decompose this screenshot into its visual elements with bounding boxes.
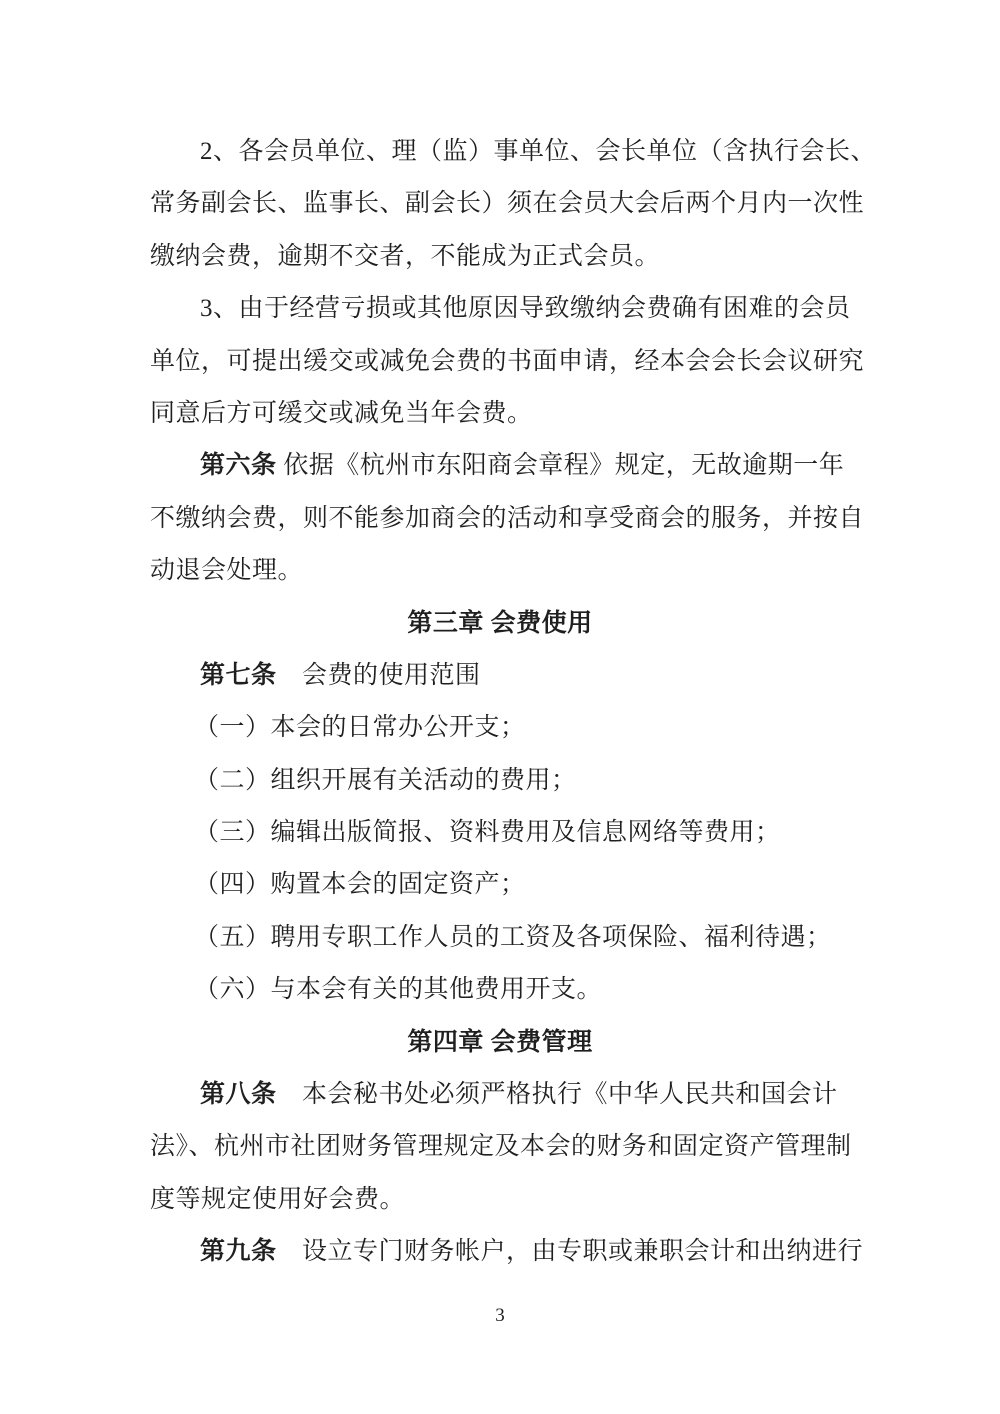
article-text: 会费的使用范围 xyxy=(276,661,481,689)
paragraph-line xyxy=(150,178,865,230)
list-item-line xyxy=(150,912,850,964)
paragraph-line xyxy=(150,231,850,283)
paragraph-text: 常务副会长、监事长、副会长）须在会员大会后两个月内一次性 xyxy=(150,190,865,218)
article-number: 第九条 xyxy=(200,1238,277,1266)
list-item-text: （六）与本会有关的其他费用开支。 xyxy=(194,976,603,1004)
article-8-lead-line xyxy=(150,1069,850,1121)
paragraph-text: 不缴纳会费，则不能参加商会的活动和享受商会的服务，并按自 xyxy=(150,504,865,532)
list-item-line xyxy=(150,755,850,807)
chapter-heading-text: 第三章 会费使用 xyxy=(407,609,593,637)
paragraph-text: 3、由于经营亏损或其他原因导致缴纳会费确有困难的会员 xyxy=(200,295,851,323)
list-item-text: （三）编辑出版简报、资料费用及信息网络等费用； xyxy=(194,819,781,847)
chapter-4-heading xyxy=(150,1017,850,1069)
article-number: 第六条 xyxy=(200,452,277,480)
article-number: 第七条 xyxy=(200,661,277,689)
article-text: 依据《杭州市东阳商会章程》规定，无故逾期一年 xyxy=(276,452,845,480)
paragraph-line xyxy=(150,493,865,545)
chapter-3-heading xyxy=(150,598,850,650)
paragraph-line xyxy=(150,283,850,335)
paragraph-text: 2、各会员单位、理（监）事单位、会长单位（含执行会长、 xyxy=(200,138,877,165)
list-item-line xyxy=(150,702,850,754)
article-number: 第八条 xyxy=(200,1081,277,1109)
list-item-line xyxy=(150,964,850,1016)
paragraph-line xyxy=(150,1174,850,1226)
paragraph-line xyxy=(150,126,877,178)
paragraph-text: 法》、杭州市社团财务管理规定及本会的财务和固定资产管理制 xyxy=(150,1133,852,1161)
paragraph-text: 缴纳会费，逾期不交者，不能成为正式会员。 xyxy=(150,242,661,270)
paragraph-line xyxy=(150,336,865,388)
paragraph-line xyxy=(150,545,850,597)
list-item-line xyxy=(150,859,850,911)
article-9-lead-line xyxy=(150,1226,864,1278)
list-item-line xyxy=(150,807,850,859)
paragraph-line xyxy=(150,1121,850,1173)
list-item-text: （四）购置本会的固定资产； xyxy=(194,871,526,899)
article-7-lead-line xyxy=(150,650,850,702)
list-item-text: （二）组织开展有关活动的费用； xyxy=(194,766,577,794)
article-6-lead-line xyxy=(150,440,850,492)
page-number: 3 xyxy=(495,1305,505,1326)
paragraph-text: 单位，可提出缓交或减免会费的书面申请，经本会会长会议研究 xyxy=(150,347,865,375)
chapter-heading-text: 第四章 会费管理 xyxy=(407,1028,593,1056)
paragraph-line xyxy=(150,388,850,440)
paragraph-text: 动退会处理。 xyxy=(150,557,304,585)
document-body xyxy=(150,126,877,1279)
paragraph-text: 度等规定使用好会费。 xyxy=(150,1185,406,1213)
article-text: 设立专门财务帐户，由专职或兼职会计和出纳进行 xyxy=(276,1238,864,1266)
paragraph-text: 同意后方可缓交或减免当年会费。 xyxy=(150,399,533,427)
list-item-text: （五）聘用专职工作人员的工资及各项保险、福利待遇； xyxy=(194,923,832,951)
article-text: 本会秘书处必须严格执行《中华人民共和国会计 xyxy=(276,1081,838,1109)
list-item-text: （一）本会的日常办公开支； xyxy=(194,714,526,742)
